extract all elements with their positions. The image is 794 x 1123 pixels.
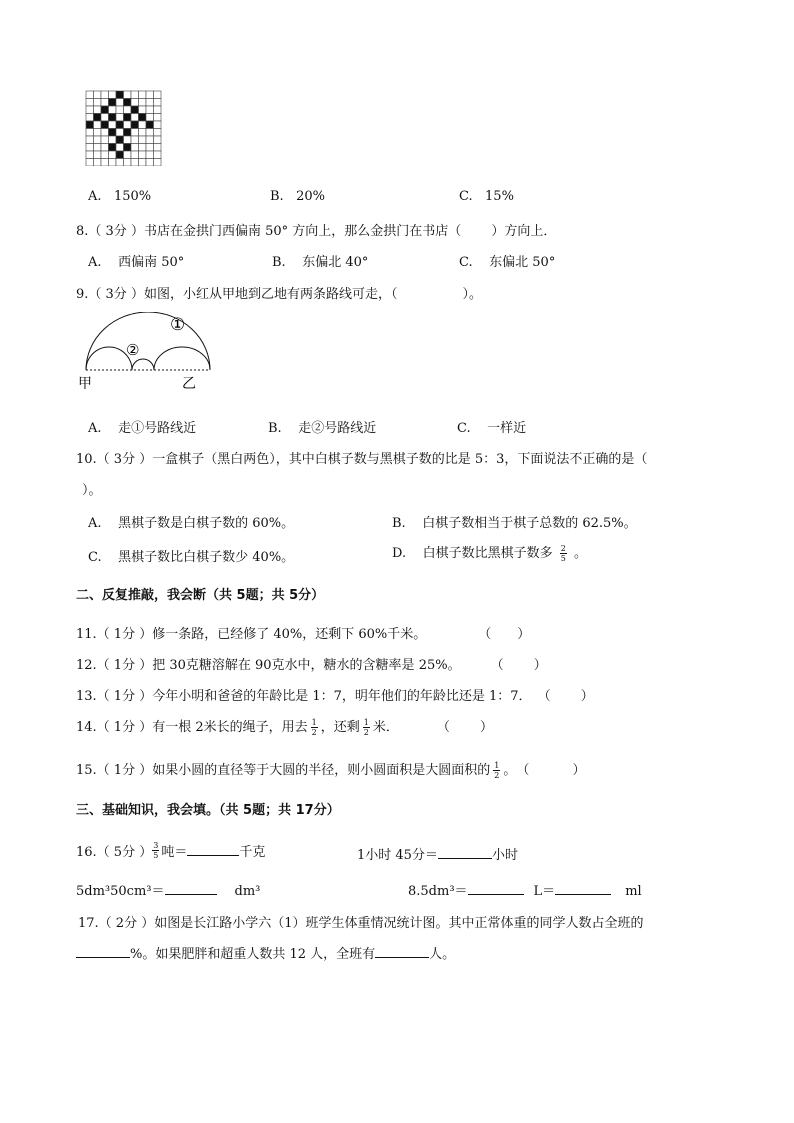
q11: 11.（ 1分 ）修一条路，已经修了 40%，还剩下 60%千米。 （ ）	[76, 623, 530, 642]
grid-cell-filled	[94, 114, 102, 122]
q17-line1: 17.（ 2分 ）如图是长江路小学六（1）班学生体重情况统计图。其中正常体重的同学人数占全班的	[78, 916, 644, 931]
grid-cell	[86, 106, 94, 114]
section-3-title: 三、基础知识，我会填。（共 5题；共 17分）	[76, 803, 340, 818]
q10-option-b[interactable]: B. 白棋子数相当于棋子总数的 62.5%。	[392, 516, 637, 531]
grid-cell	[94, 99, 102, 107]
grid-cell	[124, 106, 132, 114]
q16-line1-left: 16.（ 5分 ） $\frac{3}{5}$ 吨＝ 千克	[76, 841, 266, 860]
q7-option-c[interactable]: C. 15%	[459, 189, 514, 204]
q17-line2: %。如果肥胖和超重人数共 12 人，全班有 人。	[76, 943, 455, 962]
route2-label: ②	[126, 341, 140, 359]
q8-option-c[interactable]: C. 东偏北 50°	[459, 255, 556, 270]
q16-blank-2[interactable]	[438, 846, 492, 859]
q10-option-d[interactable]: D. 白棋子数比黑棋子数多 $\frac{2}{5}$ 。	[392, 544, 588, 563]
grid-cell	[101, 129, 109, 137]
grid-cell	[116, 129, 124, 137]
grid-cell	[124, 159, 132, 167]
q13-answer-paren[interactable]: （ ）	[537, 689, 594, 704]
grid-cell	[86, 151, 94, 159]
grid-cell	[94, 151, 102, 159]
grid-cell	[109, 159, 117, 167]
grid-cell	[124, 151, 132, 159]
grid-cell	[131, 151, 139, 159]
q16-blank-5[interactable]	[555, 882, 611, 895]
q16-blank-4[interactable]	[468, 882, 524, 895]
grid-cell	[131, 114, 139, 122]
q13: 13.（ 1分 ）今年小明和爸爸的年龄比是 1：7，明年他们的年龄比还是 1：7． （ ）	[76, 685, 594, 704]
grid-cell	[101, 99, 109, 107]
grid-cell-filled	[139, 114, 147, 122]
q9-option-a[interactable]: A. 走①号路线近	[88, 421, 197, 436]
grid-cell	[101, 144, 109, 152]
grid-cell	[101, 91, 109, 99]
grid-cell	[109, 136, 117, 144]
end-label: 乙	[182, 376, 196, 392]
grid-cell-filled	[116, 91, 124, 99]
grid-cell-filled	[116, 136, 124, 144]
grid-cell	[124, 91, 132, 99]
q10-stem-line1: 10.（ 3分 ）一盒棋子（黑白两色），其中白棋子数与黑棋子数的比是 5：3，下面说法不正确的是（	[76, 452, 648, 467]
grid-cell-filled	[116, 151, 124, 159]
fraction-1-2: $\frac{1}{2}$	[363, 718, 369, 737]
q14-answer-paren[interactable]: （ ）	[436, 720, 493, 735]
grid-cell	[139, 121, 147, 129]
grid-cell	[86, 99, 94, 107]
grid-cell	[154, 114, 162, 122]
fraction-3-5: $\frac{3}{5}$	[153, 841, 159, 860]
grid-cell	[154, 91, 162, 99]
grid-cell	[146, 114, 154, 122]
grid-cell	[86, 114, 94, 122]
grid-cell	[109, 91, 117, 99]
grid-cell	[139, 106, 147, 114]
q12-answer-paren[interactable]: （ ）	[490, 658, 547, 673]
grid-cell	[94, 136, 102, 144]
grid-cell	[101, 151, 109, 159]
grid-cell	[146, 136, 154, 144]
grid-cell	[94, 91, 102, 99]
q15-answer-paren[interactable]: （ ）	[516, 763, 586, 778]
grid-cell	[139, 129, 147, 137]
grid-cell	[146, 91, 154, 99]
q10-option-c[interactable]: C. 黑棋子数比白棋子数少 40%。	[88, 550, 295, 565]
grid-cell	[124, 121, 132, 129]
section-2-title: 二、反复推敲，我会断（共 5题；共 5分）	[76, 588, 325, 603]
grid-cell	[109, 151, 117, 159]
grid-cell-filled	[109, 129, 117, 137]
grid-cell	[131, 159, 139, 167]
q7-option-b[interactable]: B. 20%	[270, 189, 325, 204]
q10-stem-line2: ）。	[82, 483, 102, 498]
grid-cell	[101, 159, 109, 167]
grid-cell-filled	[101, 121, 109, 129]
grid-cell	[139, 144, 147, 152]
q16-line2-left: 5dm³50cm³＝ dm³	[76, 884, 261, 899]
grid-cell	[86, 159, 94, 167]
grid-cell	[131, 136, 139, 144]
grid-cell-filled	[124, 144, 132, 152]
grid-cell	[94, 121, 102, 129]
grid-cell-filled	[124, 99, 132, 107]
q10-option-a[interactable]: A. 黑棋子数是白棋子数的 60%。	[88, 516, 295, 531]
grid-cell	[154, 144, 162, 152]
grid-cell	[139, 159, 147, 167]
grid-cell	[146, 106, 154, 114]
grid-cell-filled	[116, 121, 124, 129]
grid-cell	[86, 129, 94, 137]
grid-cell	[146, 159, 154, 167]
grid-cell	[86, 144, 94, 152]
grid-cell	[146, 99, 154, 107]
grid-cell-filled	[146, 121, 154, 129]
grid-cell	[116, 159, 124, 167]
q15: 15.（ 1分 ）如果小圆的直径等于大圆的半径，则小圆面积是大圆面积的 $\frac{1}{2}$ 。（ ）	[76, 761, 586, 780]
q16-line2-right: 8.5dm³＝ L＝ ml	[408, 884, 642, 899]
fraction-1-2: $\frac{1}{2}$	[494, 761, 500, 780]
q17-blank-2[interactable]	[375, 945, 429, 958]
grid-cell	[146, 151, 154, 159]
grid-cell-filled	[109, 114, 117, 122]
route1-label: ①	[170, 315, 186, 335]
q16-line1-right: 1小时 45分＝ 小时	[357, 848, 518, 863]
grid-cell	[146, 144, 154, 152]
grid-cell	[154, 99, 162, 107]
grid-cell	[116, 144, 124, 152]
grid-cell	[139, 99, 147, 107]
q16-blank-1[interactable]	[187, 843, 239, 856]
grid-cell	[116, 99, 124, 107]
q9-stem: 9.（ 3分 ）如图，小红从甲地到乙地有两条路线可走，（ ）。	[76, 287, 482, 302]
grid-cell-filled	[124, 114, 132, 122]
grid-cell	[131, 99, 139, 107]
grid-cell	[139, 91, 147, 99]
grid-cell	[154, 151, 162, 159]
grid-cell	[154, 159, 162, 167]
grid-cell	[86, 91, 94, 99]
grid-cell	[154, 136, 162, 144]
grid-cell	[94, 144, 102, 152]
grid-figure	[85, 90, 165, 166]
grid-cell	[109, 121, 117, 129]
q8-stem: 8.（ 3分 ）书店在金拱门西偏南 50° 方向上，那么金拱门在书店（ ）方向上．	[76, 224, 557, 239]
grid-cell	[94, 129, 102, 137]
q8-option-b[interactable]: B. 东偏北 40°	[272, 255, 369, 270]
grid-cell	[146, 129, 154, 137]
grid-cell	[139, 151, 147, 159]
route-figure	[76, 312, 216, 392]
grid-cell	[154, 121, 162, 129]
fraction-1-2: $\frac{1}{2}$	[311, 718, 317, 737]
q9-option-c[interactable]: C. 一样近	[457, 421, 527, 436]
grid-cell	[131, 144, 139, 152]
grid-cell	[154, 129, 162, 137]
grid-cell	[116, 106, 124, 114]
q11-answer-paren[interactable]: （ ）	[478, 627, 531, 642]
grid-cell	[109, 106, 117, 114]
grid-cell	[94, 106, 102, 114]
grid-cell	[116, 114, 124, 122]
q8-option-a[interactable]: A. 西偏南 50°	[88, 255, 185, 270]
grid-cell	[139, 136, 147, 144]
fraction-2-5: $\frac{2}{5}$	[560, 544, 566, 563]
q12: 12.（ 1分 ）把 30克糖溶解在 90克水中，糖水的含糖率是 25%。 （ ）	[76, 654, 547, 673]
grid-cell-filled	[109, 144, 117, 152]
grid-cell-filled	[109, 99, 117, 107]
grid-cell	[131, 91, 139, 99]
grid-cell	[131, 129, 139, 137]
grid-cell	[101, 136, 109, 144]
q7-option-a[interactable]: A. 150%	[88, 189, 152, 204]
start-label: 甲	[78, 376, 92, 392]
grid-cell-filled	[101, 106, 109, 114]
grid-cell-filled	[86, 121, 94, 129]
q9-option-b[interactable]: B. 走②号路线近	[268, 421, 377, 436]
grid-cell-filled	[131, 121, 139, 129]
grid-cell	[101, 114, 109, 122]
q14: 14.（ 1分 ）有一根 2米长的绳子，用去 $\frac{1}{2}$ ，还剩 $\frac{1}{2}$ 米． （ ）	[76, 718, 493, 737]
grid-cell-filled	[131, 106, 139, 114]
q17-blank-1[interactable]	[76, 945, 130, 958]
grid-cell	[124, 136, 132, 144]
grid-cell-filled	[124, 129, 132, 137]
grid-cell	[86, 136, 94, 144]
grid-cell	[154, 106, 162, 114]
grid-cell	[94, 159, 102, 167]
q16-blank-3[interactable]	[165, 882, 217, 895]
